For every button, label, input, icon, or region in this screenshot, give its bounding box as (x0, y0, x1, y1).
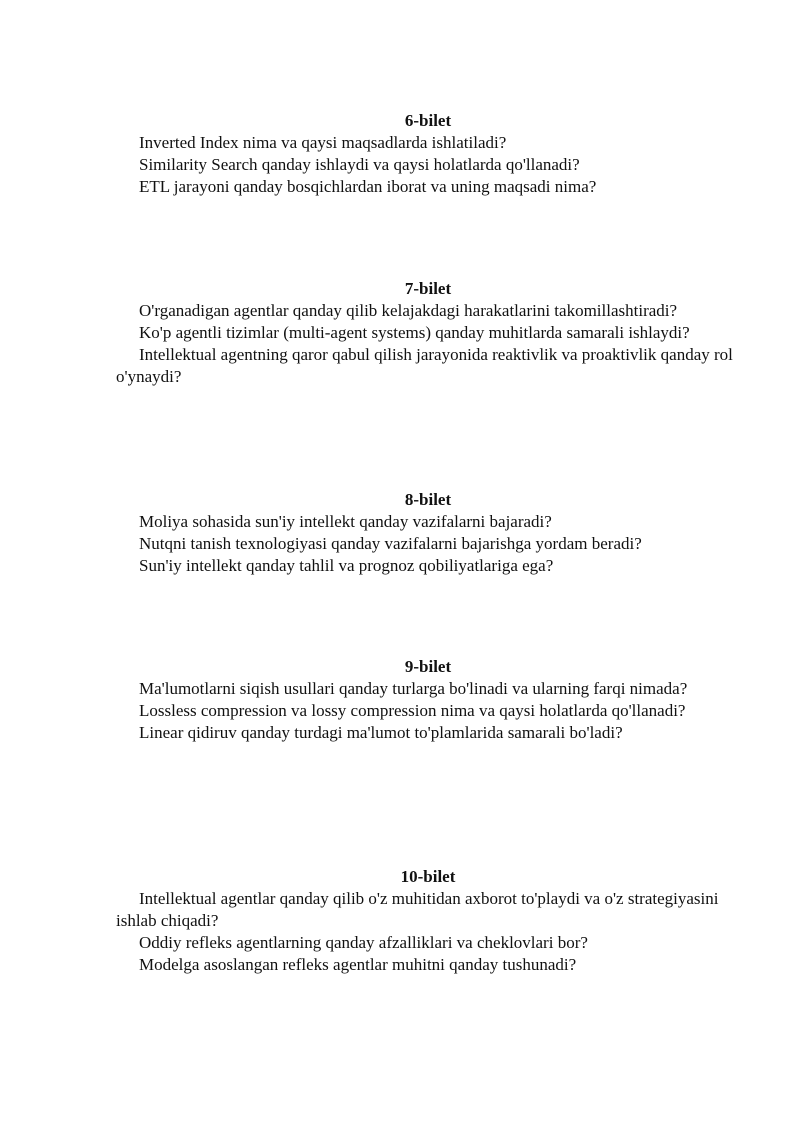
question-item: O'rganadigan agentlar qanday qilib kelajakdagi harakatlarini takomillashtiradi? (139, 301, 678, 320)
ticket-7 (116, 278, 740, 388)
question-item: Nutqni tanish texnologiyasi qanday vazifalarni bajarishga yordam beradi? (139, 534, 642, 553)
question-item: Modelga asoslangan refleks agentlar muhitni qanday tushunadi? (139, 955, 577, 974)
question-item: Moliya sohasida sun'iy intellekt qanday vazifalarni bajaradi? (139, 512, 552, 531)
question-item: Ma'lumotlarni siqish usullari qanday turlarga bo'linadi va ularning farqi nimada? (139, 679, 688, 698)
question-item: Intellektual agentlar qanday qilib o'z muhitidan axborot to'playdi va o'z strategiyasini ishlab chiqadi? (116, 889, 719, 930)
question-item: Linear qidiruv qanday turdagi ma'lumot to'plamlarida samarali bo'ladi? (139, 723, 623, 742)
question-item: Inverted Index nima va qaysi maqsadlarda ishlatiladi? (139, 133, 507, 152)
ticket-9 (116, 656, 740, 744)
ticket-title: 9-bilet (404, 657, 452, 676)
question-item: Intellektual agentning qaror qabul qilish jarayonida reaktivlik va proaktivlik qanday rol o'ynaydi? (116, 345, 733, 386)
ticket-title: 7-bilet (404, 279, 452, 298)
ticket-10 (116, 866, 740, 976)
question-item: Oddiy refleks agentlarning qanday afzalliklari va cheklovlari bor? (139, 933, 588, 952)
question-item: Ko'p agentli tizimlar (multi-agent systems) qanday muhitlarda samarali ishlaydi? (139, 323, 690, 342)
ticket-title: 8-bilet (404, 490, 452, 509)
ticket-title: 10-bilet (400, 867, 456, 886)
ticket-6 (116, 110, 740, 198)
question-item: Similarity Search qanday ishlaydi va qaysi holatlarda qo'llanadi? (139, 155, 580, 174)
question-item: ETL jarayoni qanday bosqichlardan iborat va uning maqsadi nima? (139, 177, 597, 196)
ticket-8 (116, 489, 740, 577)
ticket-title: 6-bilet (404, 111, 452, 130)
question-item: Lossless compression va lossy compression nima va qaysi holatlarda qo'llanadi? (139, 701, 686, 720)
question-item: Sun'iy intellekt qanday tahlil va prognoz qobiliyatlariga ega? (139, 556, 554, 575)
